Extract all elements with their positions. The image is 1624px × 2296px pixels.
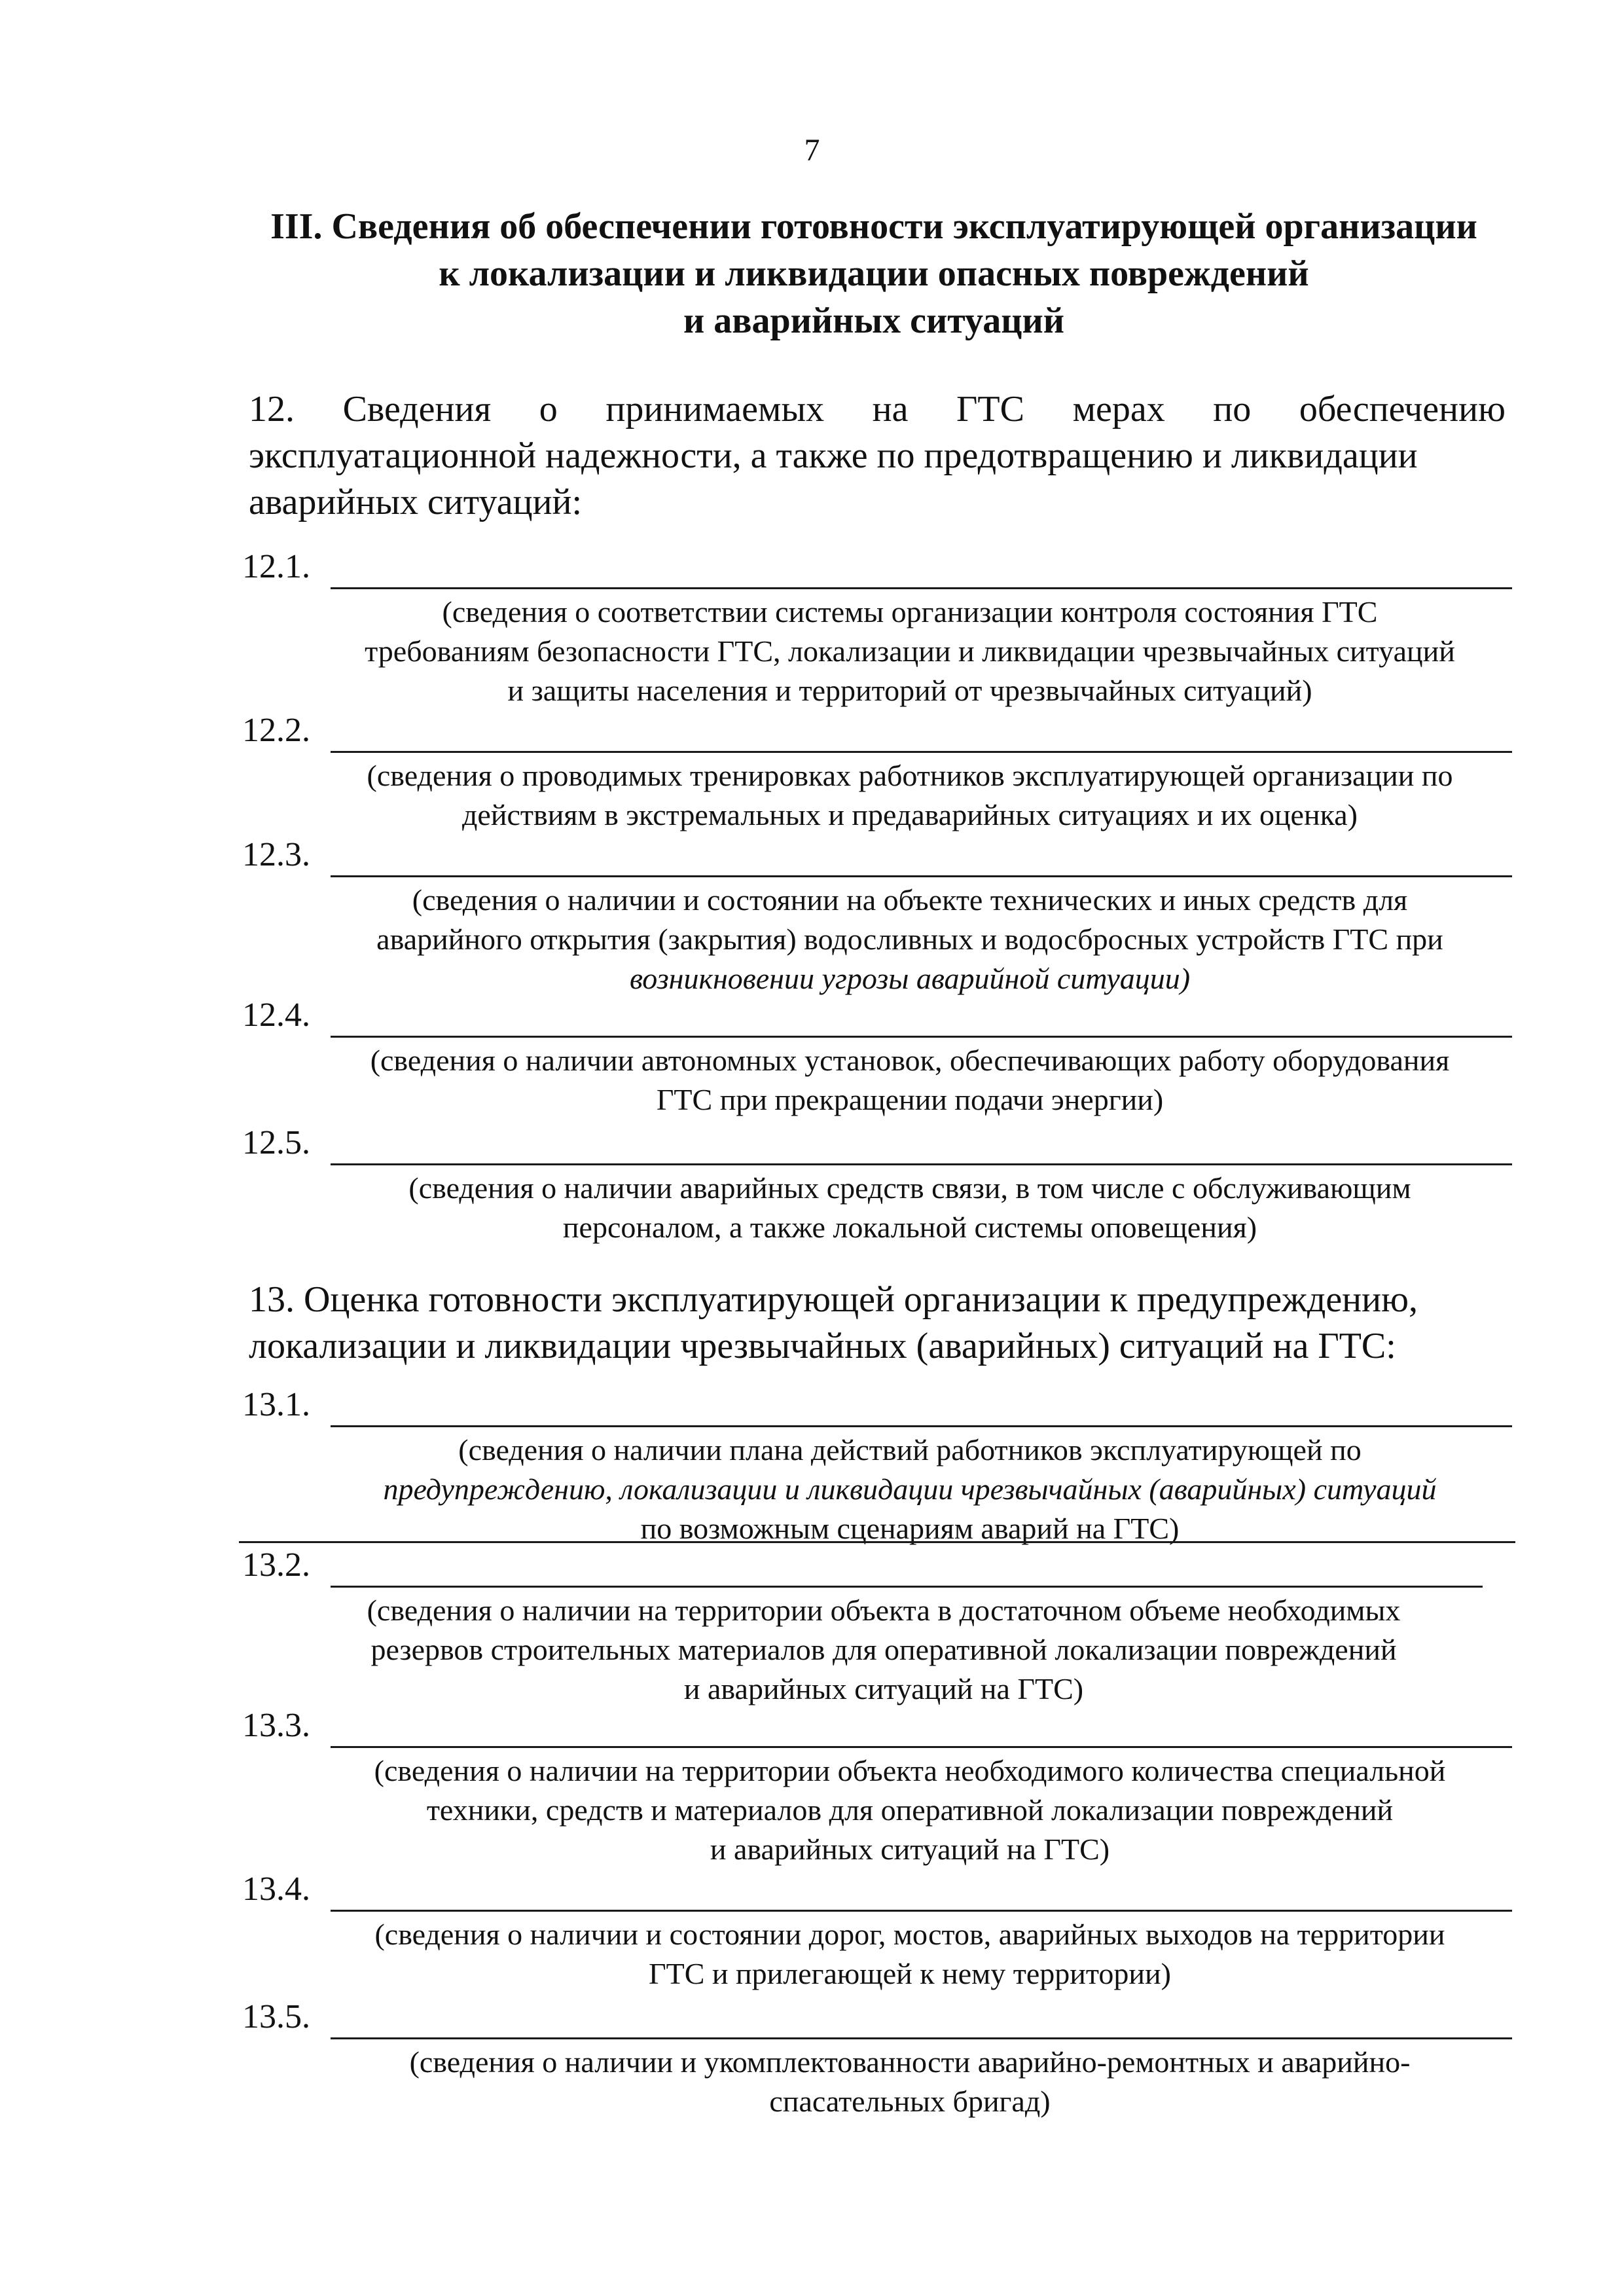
field-hint [275, 2043, 1545, 2121]
word: о [539, 389, 558, 429]
hint-line: предупреждению, локализации и ликвидации чрезвычайных (аварийных) ситуаций [383, 1472, 1437, 1506]
fill-in-line[interactable] [331, 750, 1512, 753]
field-12-1 [242, 543, 1512, 589]
fill-in-line[interactable] [331, 2037, 1512, 2039]
hint-line: персоналом, а также локальной системы оповещения) [562, 1211, 1257, 1244]
hint-line: действиям в экстремальных и предаварийных ситуациях и их оценка) [462, 798, 1358, 831]
field-12-5 [242, 1120, 1512, 1165]
item-13-paragraph [249, 1277, 1506, 1370]
fill-in-line[interactable] [331, 875, 1512, 877]
field-number: 13.1. [242, 1386, 310, 1423]
word: ГТС [956, 389, 1024, 429]
field-number: 13.5. [242, 1998, 310, 2035]
hint-line: (сведения о наличии и укомплектованности аварийно-ремонтных и аварийно- [409, 2045, 1411, 2079]
section-title [223, 203, 1525, 344]
field-hint [275, 1915, 1545, 1994]
hint-line: (сведения о проводимых тренировках работников эксплуатирующей организации по [367, 759, 1453, 792]
hint-line: аварийного открытия (закрытия) водосливных и водосбросных устройств ГТС при [376, 922, 1443, 956]
field-number: 12.4. [242, 996, 310, 1034]
hint-line: и аварийных ситуаций на ГТС) [683, 1672, 1084, 1705]
hint-line: ГТС и прилегающей к нему территории) [649, 1957, 1171, 1990]
word: по [1213, 389, 1252, 429]
word: мерах [1072, 389, 1165, 429]
hint-line: спасательных бригад) [769, 2085, 1051, 2118]
field-hint [275, 1169, 1545, 1247]
word: на [872, 389, 909, 429]
field-12-4 [242, 992, 1512, 1038]
section-title-line: к локализации и ликвидации опасных повреждений [439, 253, 1309, 294]
fill-in-line[interactable] [331, 1163, 1512, 1165]
item-13-line-1: 13. Оценка готовности эксплуатирующей организации к предупреждению, [249, 1279, 1418, 1320]
fill-in-line[interactable] [331, 587, 1512, 589]
hint-line: (сведения о наличии на территории объекта в достаточном объеме необходимых [367, 1594, 1401, 1627]
item-12-line-1 [249, 386, 1506, 433]
hint-line: (сведения о наличии аварийных средств связи, в том числе с обслуживающим [408, 1171, 1411, 1205]
hint-line: требованиям безопасности ГТС, локализации и ликвидации чрезвычайных ситуаций [365, 634, 1455, 668]
field-13-4 [242, 1866, 1512, 1912]
field-number: 13.4. [242, 1870, 310, 1908]
hint-line: (сведения о наличии и состоянии дорог, мостов, аварийных выходов на территории [374, 1918, 1445, 1951]
field-number: 13.3. [242, 1707, 310, 1744]
fill-in-line[interactable] [331, 1909, 1512, 1912]
fill-in-line[interactable] [331, 1745, 1512, 1748]
word: обеспечению [1299, 389, 1506, 429]
fill-in-line[interactable] [331, 1035, 1512, 1038]
word: 12. [249, 389, 295, 429]
hint-line: ГТС при прекращении подачи энергии) [656, 1083, 1164, 1116]
field-13-3 [242, 1702, 1512, 1748]
hint-line: (сведения о наличии на территории объекта необходимого количества специальной [374, 1754, 1446, 1787]
item-12-paragraph [249, 386, 1506, 526]
field-hint [275, 756, 1545, 835]
field-12-3 [242, 831, 1512, 877]
item-12-line-3: аварийных ситуаций: [249, 482, 583, 522]
item-12-line-2: эксплуатационной надежности, а также по предотвращению и ликвидации [249, 435, 1418, 476]
word: принимаемых [605, 389, 825, 429]
section-title-line: и аварийных ситуаций [683, 301, 1065, 341]
field-number: 13.2. [242, 1546, 310, 1584]
field-13-2 [242, 1542, 1512, 1588]
field-hint [275, 1041, 1545, 1120]
field-number: 12.1. [242, 548, 310, 585]
hint-line: (сведения о соответствии системы организации контроля состояния ГТС [442, 595, 1378, 629]
field-12-2 [242, 707, 1512, 753]
field-hint [275, 881, 1545, 998]
fill-in-line[interactable] [331, 1585, 1483, 1588]
field-13-5 [242, 1994, 1512, 2039]
hint-line: (сведения о наличии плана действий работников эксплуатирующей по [458, 1433, 1362, 1467]
page-number: 7 [804, 133, 820, 168]
hint-line: техники, средств и материалов для оперативной локализации повреждений [426, 1793, 1394, 1827]
hint-line: по возможным сценариям аварий на ГТС) [640, 1512, 1180, 1545]
field-hint [249, 1591, 1519, 1709]
hint-line: (сведения о наличии автономных установок, обеспечивающих работу оборудования [370, 1044, 1450, 1077]
hint-line: и аварийных ситуаций на ГТС) [710, 1832, 1110, 1866]
field-13-1 [242, 1381, 1512, 1427]
item-13-line-2: локализации и ликвидации чрезвычайных (аварийных) ситуаций на ГТС: [249, 1326, 1396, 1366]
word: Сведения [342, 389, 492, 429]
field-hint [275, 1751, 1545, 1869]
section-title-line: III. Сведения об обеспечении готовности эксплуатирующей организации [270, 206, 1477, 247]
field-number: 12.2. [242, 712, 310, 749]
hint-line: резервов строительных материалов для оперативной локализации повреждений [370, 1633, 1397, 1666]
fill-in-line[interactable] [331, 1425, 1512, 1427]
hint-line: возникновении угрозы аварийной ситуации) [629, 962, 1191, 995]
field-number: 12.5. [242, 1124, 310, 1161]
hint-line: и защиты населения и территорий от чрезвычайных ситуаций) [507, 674, 1312, 707]
field-hint [275, 1430, 1545, 1548]
field-hint [275, 592, 1545, 710]
field-number: 12.3. [242, 836, 310, 873]
hint-line: (сведения о наличии и состоянии на объекте технических и иных средств для [412, 883, 1408, 917]
